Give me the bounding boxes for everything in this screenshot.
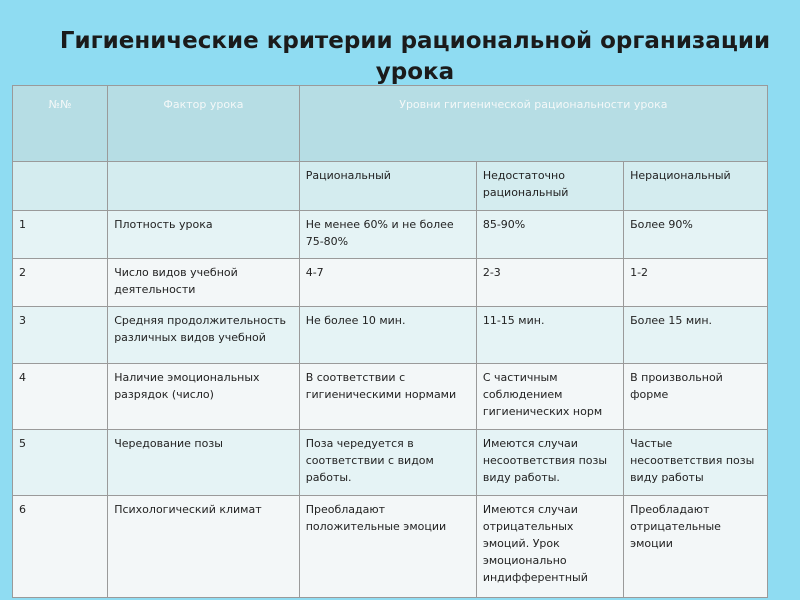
row-factor: Психологический климат	[108, 495, 300, 597]
row-irrational: Частые несоответствия позы виду работы	[624, 430, 768, 496]
row-rational: Поза чередуется в соответствии с видом работы.	[299, 430, 476, 496]
slide-title-line-2: урока	[375, 59, 455, 85]
row-factor: Наличие эмоциональных разрядок (число)	[108, 364, 300, 430]
table-row	[13, 495, 768, 597]
row-num: 5	[13, 430, 108, 496]
row-irrational: Преобладают отрицательные эмоции	[624, 495, 768, 597]
row-rational: Не более 10 мин.	[299, 306, 476, 363]
row-rational: В соответствии с гигиеническими нормами	[299, 364, 476, 430]
row-irrational: 1-2	[624, 259, 768, 307]
row-insufficient: 2-3	[476, 259, 623, 307]
header-factor: Фактор урока	[108, 86, 300, 162]
row-factor: Плотность урока	[108, 211, 300, 259]
row-insufficient: Имеются случаи отрицательных эмоций. Урок эмоционально индифферентный	[476, 495, 623, 597]
criteria-table	[12, 85, 768, 598]
header-levels: Уровни гигиенической рациональности урока	[299, 86, 767, 162]
table-row	[13, 211, 768, 259]
table-row	[13, 364, 768, 430]
slide-title	[0, 26, 800, 88]
row-num: 1	[13, 211, 108, 259]
row-irrational: В произвольной форме	[624, 364, 768, 430]
table-row	[13, 306, 768, 363]
subheader-rational: Рациональный	[299, 162, 476, 211]
subheader-empty-num	[13, 162, 108, 211]
row-factor: Чередование позы	[108, 430, 300, 496]
row-num: 2	[13, 259, 108, 307]
row-irrational: Более 90%	[624, 211, 768, 259]
row-insufficient: С частичным соблюдением гигиенических норм	[476, 364, 623, 430]
row-factor: Число видов учебной деятельности	[108, 259, 300, 307]
row-insufficient: Имеются случаи несоответствия позы виду работы.	[476, 430, 623, 496]
subheader-insufficient: Недостаточно рациональный	[476, 162, 623, 211]
row-factor: Средняя продолжительность различных видов учебной	[108, 306, 300, 363]
header-num: №№	[13, 86, 108, 162]
subheader-irrational: Нерациональный	[624, 162, 768, 211]
row-insufficient: 11-15 мин.	[476, 306, 623, 363]
row-rational: Не менее 60% и не более 75-80%	[299, 211, 476, 259]
table-subheader-row	[13, 162, 768, 211]
row-rational: Преобладают положительные эмоции	[299, 495, 476, 597]
row-num: 3	[13, 306, 108, 363]
table-row	[13, 259, 768, 307]
row-num: 4	[13, 364, 108, 430]
row-num: 6	[13, 495, 108, 597]
slide-title-line-1: Гигиенические критерии рациональной организации	[59, 28, 771, 54]
table-row	[13, 430, 768, 496]
row-rational: 4-7	[299, 259, 476, 307]
row-irrational: Более 15 мин.	[624, 306, 768, 363]
subheader-empty-factor	[108, 162, 300, 211]
table-header-row	[13, 86, 768, 162]
row-insufficient: 85-90%	[476, 211, 623, 259]
